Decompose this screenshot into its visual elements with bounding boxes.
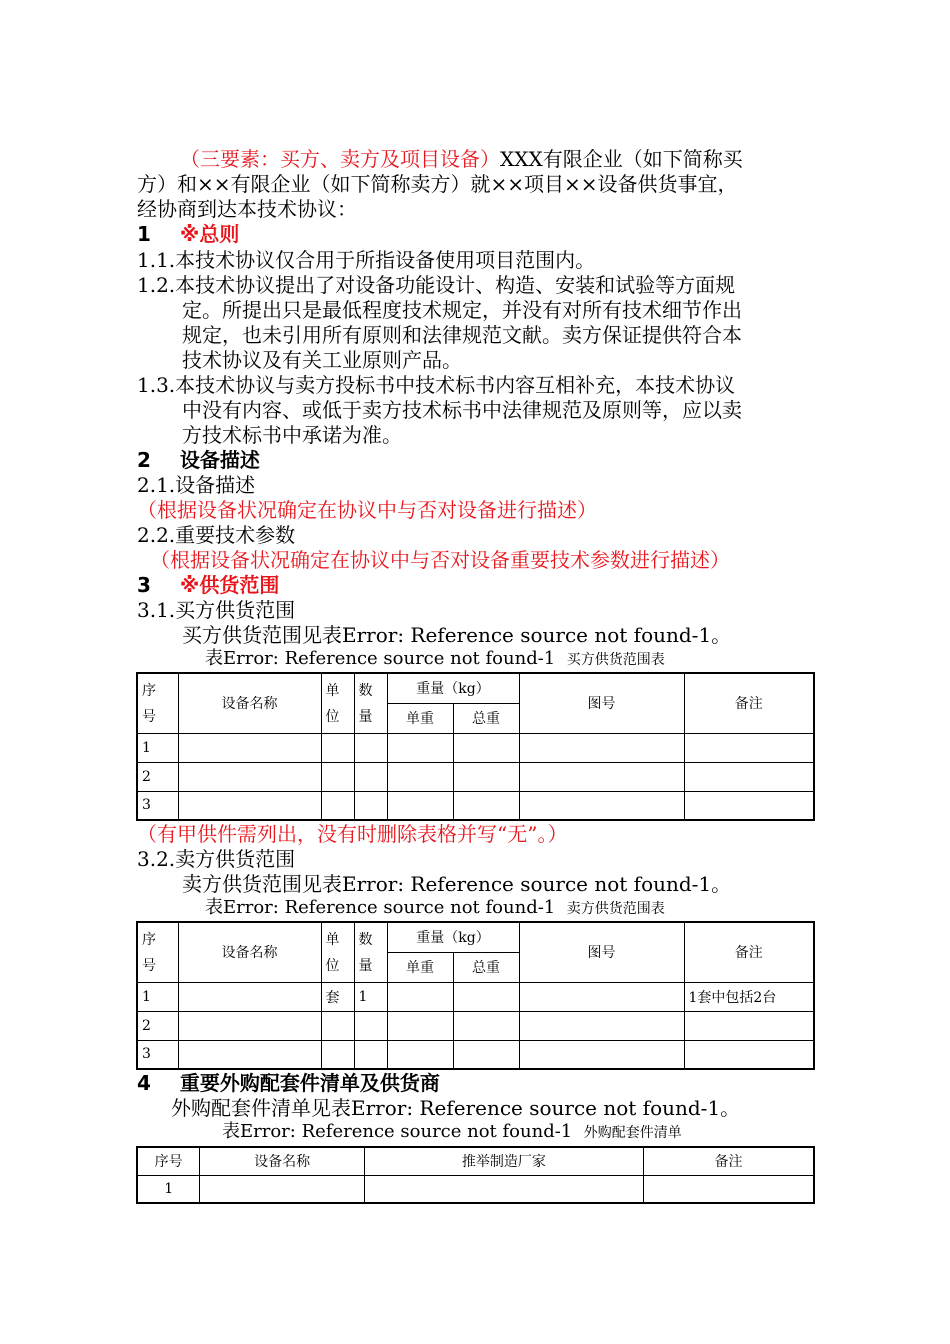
cell-maker: [364, 1175, 643, 1203]
header-unit-weight: 单重: [387, 952, 453, 982]
table-caption: [222, 1121, 682, 1144]
section-title-marker: ※供货范围: [179, 573, 280, 597]
caption-title: 买方供货范围表: [566, 652, 665, 668]
clause-3-2: 3.2.卖方供货范围: [137, 847, 296, 871]
header-quantity: 数 量: [354, 673, 387, 733]
cell-drawing: [519, 1040, 684, 1069]
header-unit: 单 位: [321, 673, 354, 733]
cell-seq: 1: [137, 982, 178, 1011]
cell-remark: [684, 791, 814, 820]
cell-unit: [321, 1011, 354, 1040]
clause-2-1: 2.1.设备描述: [137, 473, 256, 497]
header-drawing-no: 图号: [519, 673, 684, 733]
section-number: 4: [137, 1071, 151, 1095]
header-total-weight: 总重: [453, 703, 519, 733]
header-seq: 序 号: [137, 673, 178, 733]
table-row: [137, 733, 814, 762]
cell-unit: 套: [321, 982, 354, 1011]
clause-1-2-line: 定。所提出只是最低程度技术规定，并没有对所有技术细节作出: [182, 298, 742, 322]
reference-sentence: 买方供货范围见表Error: Reference source not found-1。: [182, 623, 732, 647]
header-remark: 备注: [643, 1147, 814, 1175]
note-tech-params: （根据设备状况确定在协议中与否对设备重要技术参数进行描述）: [150, 548, 730, 572]
section-4-heading: [137, 1071, 440, 1095]
table-caption: [205, 897, 665, 920]
section-title: 重要外购配套件清单及供货商: [179, 1071, 440, 1095]
clause-1-2-line: 1.2.本技术协议提出了对设备功能设计、构造、安装和试验等方面规: [137, 273, 736, 297]
cell-unit: [321, 733, 354, 762]
cell-name: [178, 791, 321, 820]
header-drawing-no: 图号: [519, 922, 684, 982]
intro-line-2: 方）和××有限企业（如下简称卖方）就××项目××设备供货事宜，: [137, 172, 738, 196]
header-device-name: 设备名称: [178, 673, 321, 733]
table-row: [137, 762, 814, 791]
cell-remark: [643, 1175, 814, 1203]
caption-prefix: 表Error: Reference source not found-1: [222, 1121, 573, 1142]
cell-single: [387, 791, 453, 820]
reference-sentence: 外购配套件清单见表Error: Reference source not found-1。: [171, 1096, 741, 1120]
section-3-heading: [137, 573, 279, 597]
header-recommended-maker: 推举制造厂家: [364, 1147, 643, 1175]
cell-single: [387, 733, 453, 762]
cell-remark: 1套中包括2台: [684, 982, 814, 1011]
clause-1-1: 1.1.本技术协议仅合用于所指设备使用项目范围内。: [137, 248, 596, 272]
caption-title: 卖方供货范围表: [566, 901, 665, 917]
cell-drawing: [519, 733, 684, 762]
table-row: [137, 982, 814, 1011]
clause-1-3-line: 1.3.本技术协议与卖方投标书中技术标书内容互相补充，本技术协议: [137, 373, 736, 397]
header-weight: 重量（kg）: [387, 922, 519, 952]
table-caption: [205, 648, 665, 671]
cell-drawing: [519, 791, 684, 820]
header-weight: 重量（kg）: [387, 673, 519, 703]
seller-supply-table: [136, 921, 815, 1070]
cell-name: [178, 762, 321, 791]
header-unit-weight: 单重: [387, 703, 453, 733]
header-remark: 备注: [684, 673, 814, 733]
cell-single: [387, 982, 453, 1011]
cell-remark: [684, 1040, 814, 1069]
header-seq: 序号: [137, 1147, 200, 1175]
section-1-heading: [137, 222, 239, 246]
header-remark: 备注: [684, 922, 814, 982]
caption-prefix: 表Error: Reference source not found-1: [205, 648, 556, 669]
table-row: [137, 1011, 814, 1040]
cell-total: [453, 982, 519, 1011]
clause-3-1: 3.1.买方供货范围: [137, 598, 296, 622]
clause-1-3-line: 方技术标书中承诺为准。: [182, 423, 402, 447]
cell-qty: 1: [354, 982, 387, 1011]
section-2-heading: [137, 448, 260, 472]
cell-name: [178, 1011, 321, 1040]
header-quantity: 数 量: [354, 922, 387, 982]
cell-single: [387, 1011, 453, 1040]
cell-qty: [354, 1040, 387, 1069]
cell-drawing: [519, 1011, 684, 1040]
cell-total: [453, 1011, 519, 1040]
intro-text: XXX有限企业（如下简称买: [500, 147, 743, 171]
intro-line-1: [180, 147, 743, 171]
cell-seq: 1: [137, 733, 178, 762]
cell-seq: 3: [137, 791, 178, 820]
header-seq: 序 号: [137, 922, 178, 982]
header-total-weight: 总重: [453, 952, 519, 982]
cell-unit: [321, 791, 354, 820]
cell-single: [387, 762, 453, 791]
cell-seq: 3: [137, 1040, 178, 1069]
table-row: [137, 791, 814, 820]
clause-1-3-line: 中没有内容、或低于卖方技术标书中法律规范及原则等，应以卖: [182, 398, 742, 422]
note-buyer-supplied: （有甲供件需列出，没有时删除表格并写“无”。）: [137, 822, 568, 846]
section-title: 设备描述: [179, 448, 260, 472]
buyer-supply-table: [136, 672, 815, 821]
section-title-marker: ※总则: [179, 222, 240, 246]
intro-line-3: 经协商到达本技术协议：: [137, 197, 357, 221]
cell-unit: [321, 762, 354, 791]
clause-1-2-line: 技术协议及有关工业原则产品。: [182, 348, 462, 372]
cell-qty: [354, 762, 387, 791]
cell-total: [453, 1040, 519, 1069]
clause-1-2-line: 规定，也未引用所有原则和法律规范文献。卖方保证提供符合本: [182, 323, 742, 347]
cell-remark: [684, 762, 814, 791]
table-row: [137, 1040, 814, 1069]
cell-total: [453, 762, 519, 791]
cell-name: [178, 982, 321, 1011]
table-row: [137, 1175, 814, 1203]
cell-qty: [354, 1011, 387, 1040]
caption-prefix: 表Error: Reference source not found-1: [205, 897, 556, 918]
cell-seq: 2: [137, 1011, 178, 1040]
cell-drawing: [519, 982, 684, 1011]
intro-red-note: （三要素：买方、卖方及项目设备）: [180, 147, 500, 171]
cell-remark: [684, 733, 814, 762]
cell-qty: [354, 791, 387, 820]
section-number: 2: [137, 448, 151, 472]
header-device-name: 设备名称: [200, 1147, 365, 1175]
clause-2-2: 2.2.重要技术参数: [137, 523, 296, 547]
cell-qty: [354, 733, 387, 762]
cell-name: [178, 1040, 321, 1069]
section-number: 3: [137, 573, 151, 597]
cell-single: [387, 1040, 453, 1069]
header-unit: 单 位: [321, 922, 354, 982]
cell-remark: [684, 1011, 814, 1040]
header-device-name: 设备名称: [178, 922, 321, 982]
cell-name: [200, 1175, 365, 1203]
cell-name: [178, 733, 321, 762]
note-device-description: （根据设备状况确定在协议中与否对设备进行描述）: [137, 498, 597, 522]
cell-total: [453, 733, 519, 762]
cell-seq: 2: [137, 762, 178, 791]
reference-sentence: 卖方供货范围见表Error: Reference source not found-1。: [182, 872, 732, 896]
cell-drawing: [519, 762, 684, 791]
cell-seq: 1: [137, 1175, 200, 1203]
outsourced-parts-table: [136, 1146, 815, 1204]
section-number: 1: [137, 222, 151, 246]
caption-title: 外购配套件清单: [583, 1125, 682, 1141]
cell-total: [453, 791, 519, 820]
cell-unit: [321, 1040, 354, 1069]
